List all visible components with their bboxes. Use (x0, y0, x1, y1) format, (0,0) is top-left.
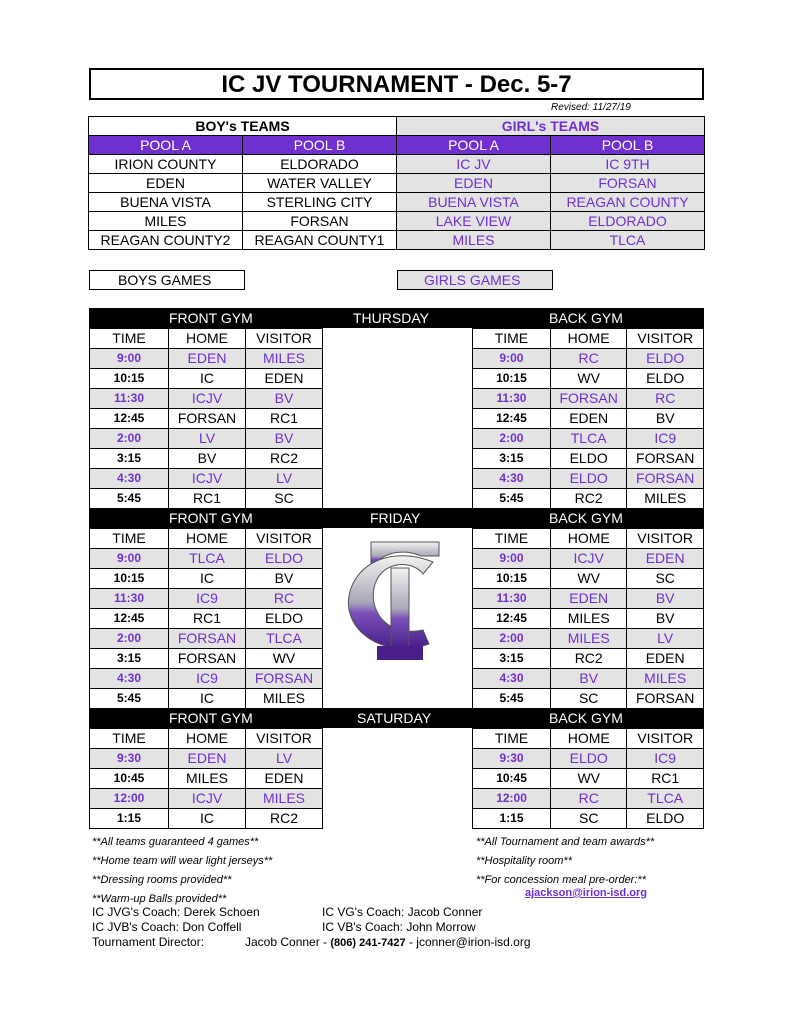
game-time: 5:45 (90, 689, 169, 709)
game-row (473, 469, 704, 489)
visitor-team: ELDO (246, 609, 323, 629)
home-team: RC (551, 789, 627, 809)
home-team: EDEN (551, 589, 627, 609)
home-team: SC (551, 809, 627, 829)
visitor-team: ELDO (627, 809, 704, 829)
visitor-team: EDEN (246, 769, 323, 789)
visitor-team: IC9 (627, 749, 704, 769)
girls-team-cell: REAGAN COUNTY (551, 193, 705, 212)
visitor-team: FORSAN (627, 689, 704, 709)
visitor-team: LV (246, 749, 323, 769)
home-team: FORSAN (169, 409, 246, 429)
home-team: ICJV (169, 469, 246, 489)
col-header: VISITOR (627, 729, 704, 749)
game-time: 10:15 (90, 369, 169, 389)
game-time: 10:45 (90, 769, 169, 789)
visitor-team: ELDO (627, 349, 704, 369)
note-item: **All teams guaranteed 4 games** (92, 836, 259, 848)
boys-team-cell: WATER VALLEY (243, 174, 397, 193)
boys-teams-header: BOY's TEAMS (89, 117, 397, 136)
game-row (473, 589, 704, 609)
game-time: 3:15 (473, 449, 551, 469)
day-name: SATURDAY (357, 710, 432, 726)
coach-vg: IC VG's Coach: Jacob Conner (322, 905, 483, 919)
visitor-team: BV (246, 569, 323, 589)
home-team: IC (169, 809, 246, 829)
game-row (473, 489, 704, 509)
visitor-team: MILES (246, 789, 323, 809)
girls-team-cell: IC JV (397, 155, 551, 174)
game-row (90, 429, 323, 449)
visitor-team: FORSAN (627, 449, 704, 469)
game-row (473, 409, 704, 429)
game-time: 10:45 (473, 769, 551, 789)
game-row (90, 369, 323, 389)
visitor-team: MILES (246, 689, 323, 709)
game-time: 5:45 (473, 489, 551, 509)
col-header: HOME (551, 729, 627, 749)
game-row (473, 749, 704, 769)
game-time: 10:15 (473, 369, 551, 389)
visitor-team: RC (627, 389, 704, 409)
note-item: **Home team will wear light jerseys** (92, 855, 273, 867)
coach-jvb: IC JVB's Coach: Don Coffell (92, 920, 242, 934)
home-team: ICJV (169, 789, 246, 809)
visitor-team: WV (246, 649, 323, 669)
home-team: TLCA (169, 549, 246, 569)
girls-team-cell: TLCA (551, 231, 705, 250)
game-row (90, 769, 323, 789)
boys-games-legend: BOYS GAMES (89, 270, 245, 290)
col-header: VISITOR (246, 529, 323, 549)
boys-team-cell: IRION COUNTY (89, 155, 243, 174)
front-gym-table (89, 328, 323, 509)
game-time: 12:45 (473, 409, 551, 429)
game-row (90, 809, 323, 829)
home-team: BV (169, 449, 246, 469)
visitor-team: LV (246, 469, 323, 489)
home-team: LV (169, 429, 246, 449)
boys-team-cell: ELDORADO (243, 155, 397, 174)
game-time: 12:45 (90, 409, 169, 429)
visitor-team: TLCA (246, 629, 323, 649)
game-row (90, 469, 323, 489)
pool-table (88, 116, 705, 250)
game-row (90, 649, 323, 669)
home-team: TLCA (550, 429, 627, 449)
front-gym-label: FRONT GYM (169, 310, 253, 326)
game-time: 12:00 (473, 789, 551, 809)
col-header: TIME (90, 329, 169, 349)
girls-team-cell: LAKE VIEW (397, 212, 551, 231)
game-time: 4:30 (90, 469, 169, 489)
director-label: Tournament Director: (92, 935, 205, 949)
home-team: MILES (169, 769, 246, 789)
home-team: EDEN (169, 749, 246, 769)
col-header: TIME (473, 329, 551, 349)
notes-right (476, 833, 654, 890)
game-row (90, 609, 323, 629)
home-team: MILES (551, 609, 627, 629)
director-email: - jconner@irion-isd.org (405, 935, 531, 949)
col-header: HOME (169, 729, 246, 749)
game-row (90, 629, 323, 649)
visitor-team: MILES (627, 669, 704, 689)
home-team: FORSAN (169, 629, 246, 649)
ic-logo-icon (333, 534, 463, 679)
game-time: 2:00 (90, 629, 169, 649)
game-row (473, 629, 704, 649)
visitor-team: EDEN (627, 549, 704, 569)
home-team: ELDO (551, 749, 627, 769)
home-team: RC1 (169, 609, 246, 629)
visitor-team: TLCA (627, 789, 704, 809)
col-header: VISITOR (627, 529, 704, 549)
visitor-team: FORSAN (627, 469, 704, 489)
visitor-team: ELDO (627, 369, 704, 389)
back-gym-label: BACK GYM (549, 710, 623, 726)
game-row (473, 449, 704, 469)
game-row (90, 589, 323, 609)
director-name: Jacob Conner - (245, 935, 331, 949)
boys-team-cell: REAGAN COUNTY1 (243, 231, 397, 250)
game-row (473, 769, 704, 789)
game-row (90, 409, 323, 429)
game-row (90, 449, 323, 469)
back-gym-table (472, 328, 704, 509)
day-band (89, 708, 704, 728)
game-time: 3:15 (90, 449, 169, 469)
front-gym-table (89, 728, 323, 829)
game-time: 10:15 (90, 569, 169, 589)
note-item: **Warm-up Balls provided** (92, 893, 227, 905)
game-time: 11:30 (473, 589, 551, 609)
visitor-team: BV (246, 389, 323, 409)
pool-label: POOL A (397, 136, 551, 155)
visitor-team: EDEN (246, 369, 323, 389)
game-row (473, 789, 704, 809)
game-time: 2:00 (473, 429, 551, 449)
visitor-team: MILES (627, 489, 704, 509)
game-time: 12:00 (90, 789, 169, 809)
director-info (245, 935, 531, 949)
visitor-team: RC2 (246, 809, 323, 829)
pool-label: POOL A (89, 136, 243, 155)
game-time: 4:30 (90, 669, 169, 689)
game-time: 3:15 (473, 649, 551, 669)
visitor-team: SC (627, 569, 704, 589)
notes-left (92, 833, 272, 909)
pool-label: POOL B (551, 136, 705, 155)
home-team: IC9 (169, 589, 246, 609)
boys-team-cell: MILES (89, 212, 243, 231)
visitor-team: FORSAN (246, 669, 323, 689)
col-header: VISITOR (246, 729, 323, 749)
game-row (90, 389, 323, 409)
game-time: 1:15 (473, 809, 551, 829)
game-time: 10:15 (473, 569, 551, 589)
home-team: ELDO (550, 449, 627, 469)
game-row (473, 569, 704, 589)
girls-team-cell: FORSAN (551, 174, 705, 193)
note-item: **All Tournament and team awards** (476, 836, 655, 848)
game-row (90, 489, 323, 509)
game-time: 2:00 (473, 629, 551, 649)
visitor-team: RC1 (246, 409, 323, 429)
game-row (90, 789, 323, 809)
home-team: RC1 (169, 489, 246, 509)
visitor-team: MILES (246, 349, 323, 369)
day-name: FRIDAY (370, 510, 421, 526)
game-row (473, 669, 704, 689)
game-row (473, 349, 704, 369)
game-time: 5:45 (473, 689, 551, 709)
game-time: 9:00 (90, 349, 169, 369)
back-gym-table (472, 728, 704, 829)
game-row (90, 669, 323, 689)
col-header: VISITOR (246, 329, 323, 349)
game-row (473, 649, 704, 669)
front-gym-label: FRONT GYM (169, 510, 253, 526)
visitor-team: IC9 (627, 429, 704, 449)
game-row (473, 549, 704, 569)
home-team: ICJV (551, 549, 627, 569)
visitor-team: BV (246, 429, 323, 449)
home-team: MILES (551, 629, 627, 649)
game-row (473, 369, 704, 389)
game-time: 5:45 (90, 489, 169, 509)
home-team: IC9 (169, 669, 246, 689)
visitor-team: LV (627, 629, 704, 649)
game-time: 9:00 (473, 549, 551, 569)
director-phone: (806) 241-7427 (330, 937, 406, 949)
game-row (90, 549, 323, 569)
note-item: **For concession meal pre-order:** (476, 874, 646, 886)
home-team: WV (551, 769, 627, 789)
visitor-team: RC1 (627, 769, 704, 789)
game-time: 9:30 (90, 749, 169, 769)
girls-team-cell: IC 9TH (551, 155, 705, 174)
col-header: HOME (551, 529, 627, 549)
home-team: WV (551, 569, 627, 589)
girls-team-cell: EDEN (397, 174, 551, 193)
visitor-team: BV (627, 589, 704, 609)
visitor-team: RC (246, 589, 323, 609)
girls-games-legend: GIRLS GAMES (397, 270, 553, 290)
game-time: 9:30 (473, 749, 551, 769)
visitor-team: BV (627, 609, 704, 629)
home-team: FORSAN (550, 389, 627, 409)
game-row (473, 389, 704, 409)
game-time: 9:00 (473, 349, 551, 369)
game-time: 2:00 (90, 429, 169, 449)
game-time: 12:45 (473, 609, 551, 629)
day-name: THURSDAY (353, 310, 429, 326)
visitor-team: ELDO (246, 549, 323, 569)
email-link[interactable]: ajackson@irion-isd.org (525, 887, 647, 899)
col-header: HOME (169, 529, 246, 549)
visitor-team: SC (246, 489, 323, 509)
game-time: 11:30 (473, 389, 551, 409)
game-row (90, 569, 323, 589)
home-team: ELDO (550, 469, 627, 489)
game-time: 4:30 (473, 669, 551, 689)
boys-team-cell: EDEN (89, 174, 243, 193)
col-header: HOME (550, 329, 627, 349)
note-item: **Dressing rooms provided** (92, 874, 232, 886)
home-team: IC (169, 569, 246, 589)
visitor-team: BV (627, 409, 704, 429)
boys-team-cell: FORSAN (243, 212, 397, 231)
girls-team-cell: MILES (397, 231, 551, 250)
game-time: 11:30 (90, 389, 169, 409)
note-item: **Hospitality room** (476, 855, 572, 867)
game-time: 3:15 (90, 649, 169, 669)
front-gym-table (89, 528, 323, 709)
boys-team-cell: STERLING CITY (243, 193, 397, 212)
coach-jvg: IC JVG's Coach: Derek Schoen (92, 905, 260, 919)
game-row (473, 689, 704, 709)
day-band (89, 308, 704, 328)
girls-team-cell: ELDORADO (551, 212, 705, 231)
col-header: VISITOR (627, 329, 704, 349)
front-gym-label: FRONT GYM (169, 710, 253, 726)
home-team: FORSAN (169, 649, 246, 669)
game-time: 4:30 (473, 469, 551, 489)
girls-team-cell: BUENA VISTA (397, 193, 551, 212)
game-time: 1:15 (90, 809, 169, 829)
home-team: RC2 (551, 649, 627, 669)
visitor-team: EDEN (627, 649, 704, 669)
game-row (90, 689, 323, 709)
visitor-team: RC2 (246, 449, 323, 469)
home-team: EDEN (169, 349, 246, 369)
col-header: TIME (473, 729, 551, 749)
boys-team-cell: REAGAN COUNTY2 (89, 231, 243, 250)
girls-teams-header: GIRL's TEAMS (397, 117, 705, 136)
game-row (473, 429, 704, 449)
back-gym-table (472, 528, 704, 709)
home-team: RC (550, 349, 627, 369)
game-row (473, 609, 704, 629)
home-team: EDEN (550, 409, 627, 429)
day-band (89, 508, 704, 528)
back-gym-label: BACK GYM (549, 510, 623, 526)
home-team: BV (551, 669, 627, 689)
page-title: IC JV TOURNAMENT - Dec. 5-7 (89, 68, 704, 100)
home-team: SC (551, 689, 627, 709)
game-row (90, 349, 323, 369)
col-header: TIME (90, 529, 169, 549)
pool-label: POOL B (243, 136, 397, 155)
boys-team-cell: BUENA VISTA (89, 193, 243, 212)
col-header: TIME (90, 729, 169, 749)
revised-date: Revised: 11/27/19 (551, 102, 631, 113)
game-row (90, 749, 323, 769)
home-team: RC2 (550, 489, 627, 509)
game-row (473, 809, 704, 829)
home-team: IC (169, 689, 246, 709)
game-time: 11:30 (90, 589, 169, 609)
back-gym-label: BACK GYM (549, 310, 623, 326)
home-team: WV (550, 369, 627, 389)
col-header: TIME (473, 529, 551, 549)
coach-vb: IC VB's Coach: John Morrow (322, 920, 476, 934)
game-time: 12:45 (90, 609, 169, 629)
col-header: HOME (169, 329, 246, 349)
home-team: ICJV (169, 389, 246, 409)
home-team: IC (169, 369, 246, 389)
game-time: 9:00 (90, 549, 169, 569)
